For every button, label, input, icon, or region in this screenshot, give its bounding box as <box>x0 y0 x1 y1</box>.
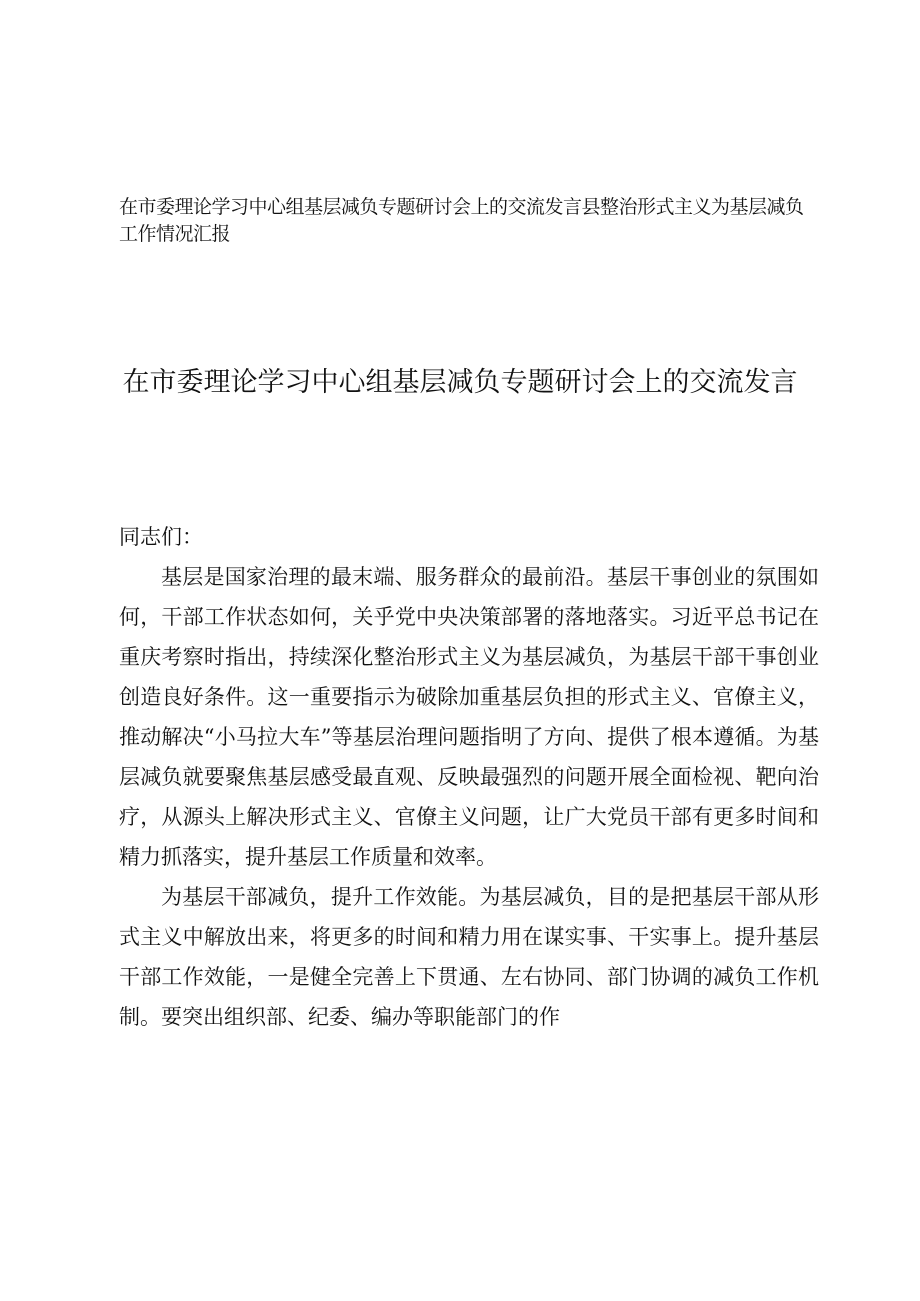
document-body <box>119 517 819 1037</box>
document-main-title: 在市委理论学习中心组基层减负专题研讨会上的交流发言 <box>122 367 798 398</box>
document-header-title: 在市委理论学习中心组基层减负专题研讨会上的交流发言县整治形式主义为基层减负工作情况汇报 <box>119 196 804 245</box>
paragraph-1: 基层是国家治理的最末端、服务群众的最前沿。基层干事创业的氛围如何，干部工作状态如何，关乎党中央决策部署的落地落实。习近平总书记在重庆考察时指出，持续深化整治形式主义为基层减负，为基层干部干事创业创造良好条件。这一重要指示为破除加重基层负担的形式主义、官僚主义，推动解决“小马拉大车”等基层治理问题指明了方向、提供了根本遵循。为基层减负就要聚焦基层感受最直观、反映最强烈的问题开展全面检视、靶向治疗，从源头上解决形式主义、官僚主义问题，让广大党员干部有更多时间和精力抓落实，提升基层工作质量和效率。 <box>119 565 819 869</box>
salutation: 同志们： <box>119 525 203 549</box>
paragraph-2: 为基层干部减负，提升工作效能。为基层减负，目的是把基层干部从形式主义中解放出来，将更多的时间和精力用在谋实事、干实事上。提升基层干部工作效能，一是健全完善上下贯通、左右协同、部门协调的减负工作机制。要突出组织部、纪委、编办等职能部门的作 <box>119 885 819 1029</box>
